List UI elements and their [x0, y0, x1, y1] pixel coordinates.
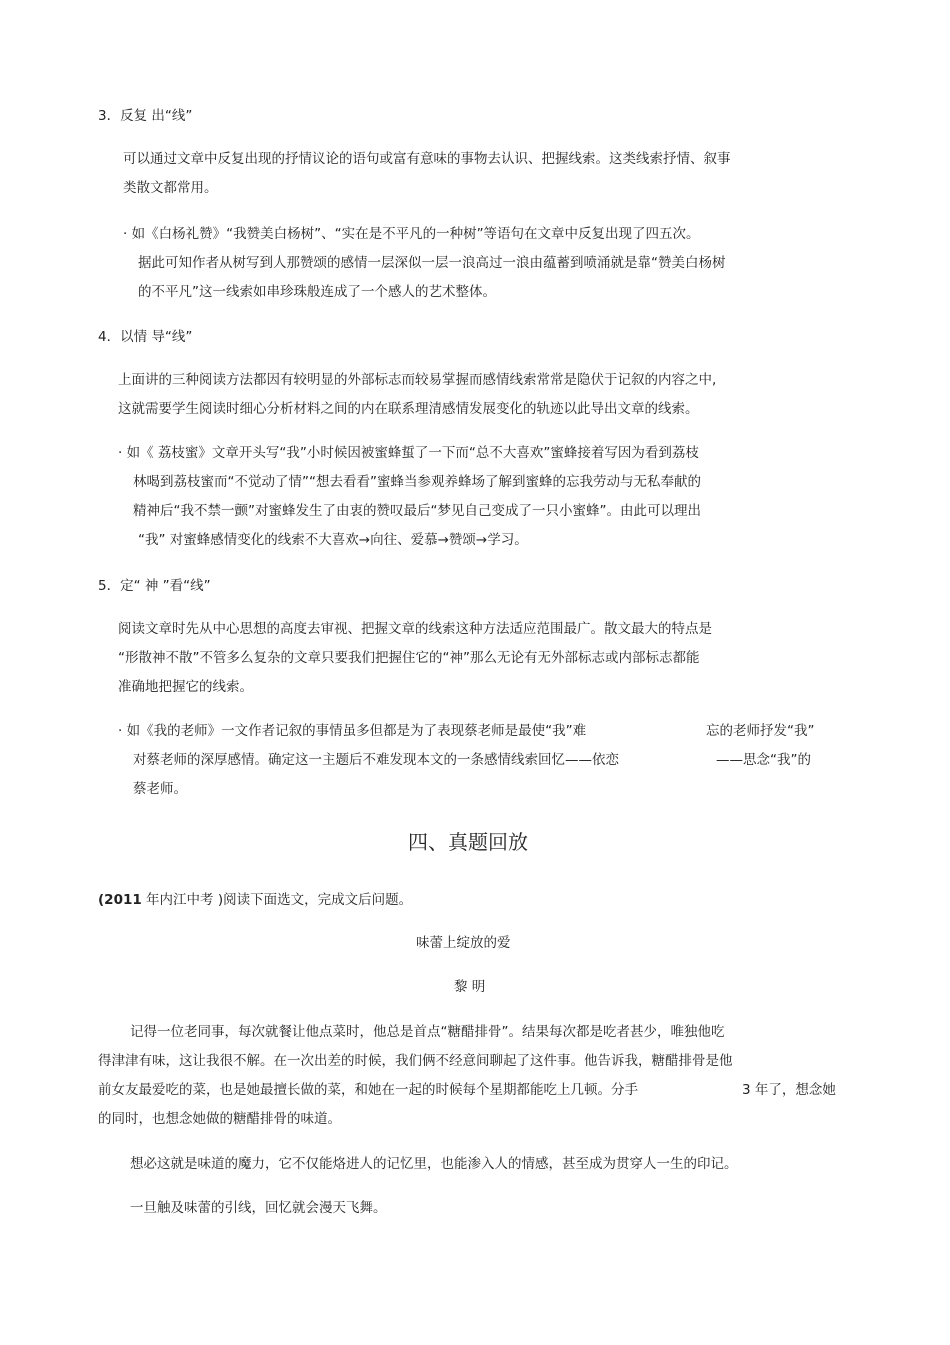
article-para-line: 前女友最爱吃的菜，也是她最擅长做的菜，和她在一起的时候每个星期都能吃上几顿。分手	[98, 1082, 638, 1098]
article-para-line: 记得一位老同事，每次就餐让他点菜时，他总是首点“糖醋排骨”。结果每次都是吃者甚少，唯独他吃	[130, 1024, 725, 1040]
exam-source-text: 年内江中考 )阅读下面选文，完成文后问题。	[146, 892, 413, 908]
section-4-example-line: “我” 对蜜蜂感情变化的线索不大喜欢→向往、爱慕→赞颂→学习。	[138, 532, 528, 548]
section-5-example-line: 蔡老师。	[133, 781, 187, 797]
section-3-heading: 3．反复 出“线”	[98, 108, 193, 124]
section-3-example-line: · 如《白杨礼赞》“我赞美白杨树”、“实在是不平凡的一种树”等语句在文章中反复出现了四五次。	[123, 226, 700, 242]
section-5-para-line: “形散神不散”不管多么复杂的文章只要我们把握住它的“神”那么无论有无外部标志或内部标志都能	[118, 650, 700, 666]
article-para-line: 得津津有味，这让我很不解。在一次出差的时候，我们俩不经意间聊起了这件事。他告诉我，糖醋排骨是他	[98, 1053, 733, 1069]
exam-source	[98, 890, 412, 910]
article-para-line-end: 3 年了，想念她	[742, 1082, 836, 1098]
section-5-example-line-end: 忘的老师抒发“我”	[706, 723, 815, 739]
section-3-para-line: 可以通过文章中反复出现的抒情议论的语句或富有意味的事物去认识、把握线索。这类线索抒情、叙事	[123, 151, 731, 167]
section-5-example-line-end: ——思念“我”的	[716, 752, 811, 768]
section-4-para-line: 这就需要学生阅读时细心分析材料之间的内在联系理清感情发展变化的轨迹以此导出文章的线索。	[118, 401, 699, 417]
article-author: 黎 明	[454, 979, 486, 995]
section-5-example-line: · 如《我的老师》一文作者记叙的事情虽多但都是为了表现蔡老师是最使“我”难	[118, 723, 587, 739]
section-3-example-line: 据此可知作者从树写到人那赞颂的感情一层深似一层一浪高过一浪由蕴蓄到喷涌就是靠“赞美白杨树	[138, 255, 726, 271]
article-para: 想必这就是味道的魔力，它不仅能烙进人的记忆里，也能渗入人的情感，甚至成为贯穿人一生的印记。	[130, 1156, 738, 1172]
section-4-example-line: 精神后“我不禁一颤”对蜜蜂发生了由衷的赞叹最后“梦见自己变成了一只小蜜蜂”。由此可以理出	[133, 503, 701, 519]
article-para-line: 的同时，也想念她做的糖醋排骨的味道。	[98, 1111, 341, 1127]
section-5-heading: 5．定“ 神 ”看“线”	[98, 578, 211, 594]
section-4-example-line: · 如《 荔枝蜜》文章开头写“我”小时候因被蜜蜂蜇了一下而“总不大喜欢”蜜蜂接着写因为看到荔枝	[118, 445, 699, 461]
section-5-example-line: 对蔡老师的深厚感情。确定这一主题后不难发现本文的一条感情线索回忆——依恋	[133, 752, 619, 768]
section-title: 四、真题回放	[408, 830, 528, 854]
article-para: 一旦触及味蕾的引线，回忆就会漫天飞舞。	[130, 1200, 387, 1216]
section-3-para-line: 类散文都常用。	[123, 180, 218, 196]
section-4-para-line: 上面讲的三种阅读方法都因有较明显的外部标志而较易掌握而感情线索常常是隐伏于记叙的内容之中,	[118, 372, 717, 388]
section-3-example-line: 的不平凡”这一线索如串珍珠般连成了一个感人的艺术整体。	[138, 284, 496, 300]
section-4-example-line: 林喝到荔枝蜜而“不觉动了情”“想去看看”蜜蜂当参观养蜂场了解到蜜蜂的忘我劳动与无私奉献的	[133, 474, 701, 490]
section-5-para-line: 准确地把握它的线索。	[118, 679, 253, 695]
section-5-para-line: 阅读文章时先从中心思想的高度去审视、把握文章的线索这种方法适应范围最广。散文最大的特点是	[118, 621, 712, 637]
article-title: 味蕾上绽放的爱	[416, 935, 511, 951]
section-4-heading: 4．以情 导“线”	[98, 329, 193, 345]
exam-source-year: (2011	[98, 892, 142, 908]
